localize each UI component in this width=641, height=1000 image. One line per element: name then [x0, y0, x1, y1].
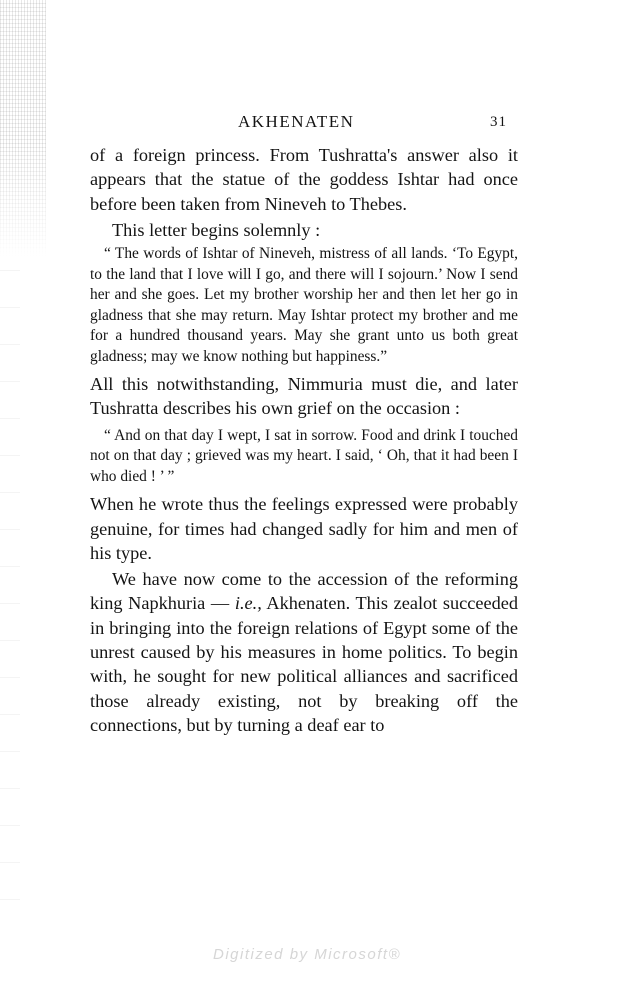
paragraph-5	[90, 567, 518, 737]
paragraph-5-end: Akhenaten. This zealot succeeded in bringing into the foreign relations of Egypt some of the unrest caused by his measures in home politics. To begin with, he sought for new political alliances and sacrificed those already existing, not by breaking off the connections, but by turning a deaf ear to	[90, 593, 518, 735]
paragraph-1: of a foreign princess. From Tushratta's answer also it appears that the statue of the goddess Ishtar had once before been taken from Nineveh to Thebes.	[90, 145, 518, 214]
margin-specks	[0, 260, 20, 900]
digitization-watermark: Digitized by Microsoft®	[213, 946, 402, 963]
text-block	[90, 143, 518, 737]
paragraph-2: This letter begins solemnly :	[112, 219, 321, 240]
paragraph-5-start: We have now come to the accession of the reforming king Napkhuria —	[90, 569, 518, 614]
running-title: AKHENATEN	[238, 112, 355, 131]
paragraph-4: When he wrote thus the feelings expressed were probably genuine, for times had changed sadly for him and men of his type.	[90, 494, 518, 563]
running-head	[0, 112, 641, 136]
block-quote-1: “ The words of Ishtar of Nineveh, mistress of all lands. ‘To Egypt, to the land that I love will I go, and there will I sojourn.’ Now I send her and she goes. Let my brother worship her and then let her go in gladness that she may return. May Ishtar protect my brother and me for a hundred thousand years. May she grant unto us both great gladness; may we know nothing but happiness.”	[90, 245, 518, 365]
paragraph-3: All this notwithstanding, Nimmuria must die, and later Tushratta describes his own grief on the occasion :	[90, 374, 518, 419]
ie-abbreviation: i.e.,	[234, 593, 262, 614]
page-number: 31	[490, 114, 507, 130]
block-quote-2: “ And on that day I wept, I sat in sorrow. Food and drink I touched not on that day ; grieved was my heart. I said, ‘ Oh, that it had been I who died ! ’ ”	[90, 426, 518, 485]
